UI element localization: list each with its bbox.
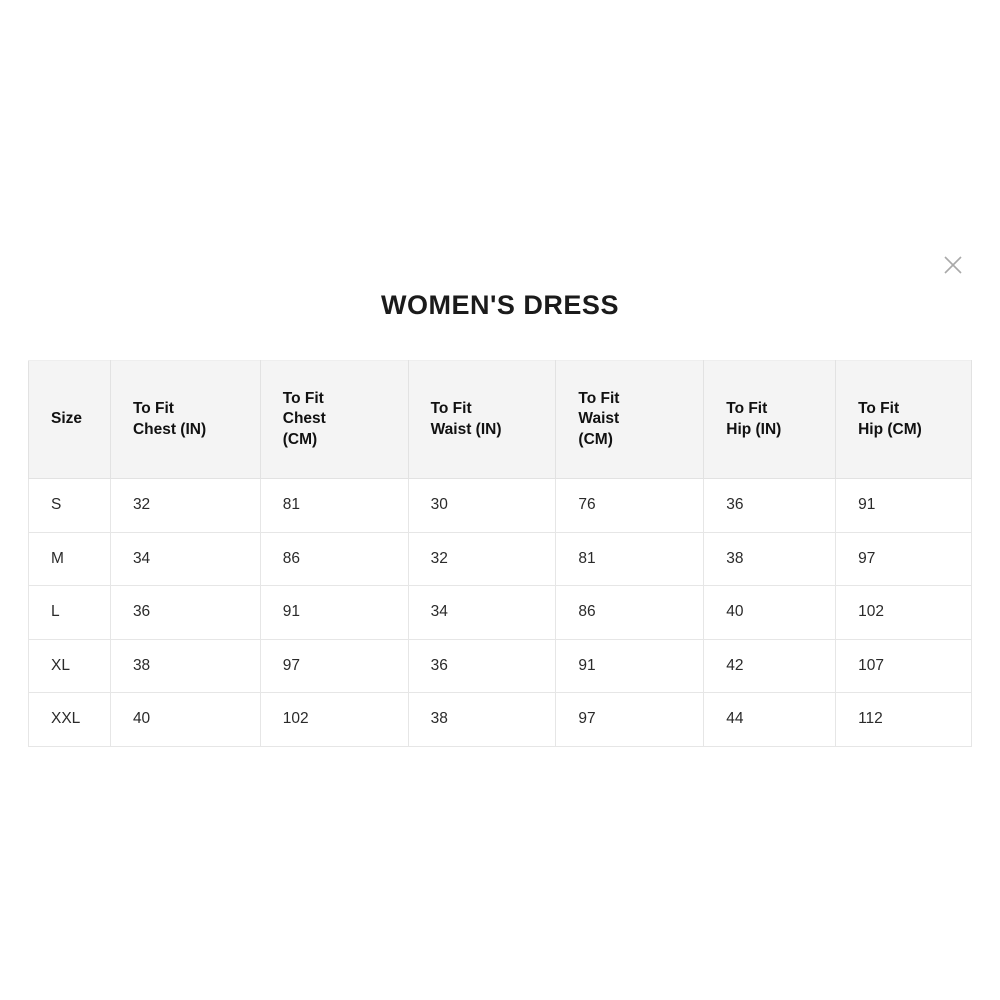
cell-hip-in: 40: [704, 586, 836, 640]
column-header-waist-cm: [556, 361, 704, 479]
column-header-hip-in-line1: To Fit: [726, 400, 768, 418]
cell-chest-in: 36: [110, 586, 260, 640]
close-button[interactable]: [936, 248, 970, 282]
column-header-waist-in: [408, 361, 556, 479]
cell-chest-cm: 97: [260, 639, 408, 693]
column-header-size: [29, 361, 111, 479]
column-header-chest-cm-line3: (CM): [282, 430, 318, 448]
column-header-waist-cm-line1: To Fit: [578, 389, 620, 407]
cell-waist-cm: 91: [556, 639, 704, 693]
cell-hip-cm: 112: [836, 693, 972, 747]
cell-size: M: [29, 532, 111, 586]
cell-waist-in: 36: [408, 639, 556, 693]
column-header-chest-in: [110, 361, 260, 479]
cell-waist-cm: 97: [556, 693, 704, 747]
cell-chest-cm: 81: [260, 479, 408, 533]
cell-waist-in: 32: [408, 532, 556, 586]
table-row: [29, 693, 972, 747]
table-row: [29, 532, 972, 586]
column-header-hip-cm-line1: To Fit: [858, 400, 900, 418]
cell-hip-cm: 107: [836, 639, 972, 693]
cell-chest-in: 32: [110, 479, 260, 533]
cell-chest-in: 38: [110, 639, 260, 693]
column-header-size-line1: Size: [51, 410, 83, 428]
table-row: [29, 479, 972, 533]
column-header-hip-in: [704, 361, 836, 479]
cell-size: XXL: [29, 693, 111, 747]
page-title: WOMEN'S DRESS: [381, 290, 619, 320]
column-header-chest-in-line1: To Fit: [132, 400, 174, 418]
column-header-hip-in-line2: Hip (IN): [726, 420, 782, 438]
cell-waist-in: 38: [408, 693, 556, 747]
table-row: [29, 586, 972, 640]
column-header-chest-cm-line1: To Fit: [282, 389, 324, 407]
column-header-waist-in-line2: Waist (IN): [430, 420, 502, 438]
cell-hip-in: 38: [704, 532, 836, 586]
cell-hip-in: 44: [704, 693, 836, 747]
cell-chest-cm: 86: [260, 532, 408, 586]
table-body: [29, 479, 972, 747]
column-header-chest-cm: [260, 361, 408, 479]
column-header-hip-cm-line2: Hip (CM): [858, 420, 922, 438]
cell-chest-cm: 91: [260, 586, 408, 640]
cell-size: S: [29, 479, 111, 533]
cell-hip-in: 36: [704, 479, 836, 533]
cell-chest-in: 34: [110, 532, 260, 586]
column-header-waist-cm-line2: Waist: [578, 410, 620, 428]
table-row: [29, 639, 972, 693]
column-header-hip-cm: [836, 361, 972, 479]
column-header-waist-cm-line3: (CM): [578, 430, 613, 448]
column-header-chest-in-line2: Chest (IN): [132, 420, 207, 438]
cell-chest-in: 40: [110, 693, 260, 747]
cell-size: L: [29, 586, 111, 640]
column-header-waist-in-line1: To Fit: [430, 400, 472, 418]
cell-hip-cm: 102: [836, 586, 972, 640]
close-icon: [942, 254, 964, 276]
cell-waist-in: 34: [408, 586, 556, 640]
cell-chest-cm: 102: [260, 693, 408, 747]
cell-waist-cm: 81: [556, 532, 704, 586]
cell-hip-cm: 97: [836, 532, 972, 586]
cell-hip-cm: 91: [836, 479, 972, 533]
table-header: [29, 361, 972, 479]
cell-hip-in: 42: [704, 639, 836, 693]
cell-waist-cm: 86: [556, 586, 704, 640]
column-header-chest-cm-line2: Chest: [282, 410, 326, 428]
cell-waist-cm: 76: [556, 479, 704, 533]
size-chart-table-container: [28, 360, 972, 747]
cell-size: XL: [29, 639, 111, 693]
cell-waist-in: 30: [408, 479, 556, 533]
size-chart-table: [28, 360, 972, 747]
table-header-row: [29, 361, 972, 479]
